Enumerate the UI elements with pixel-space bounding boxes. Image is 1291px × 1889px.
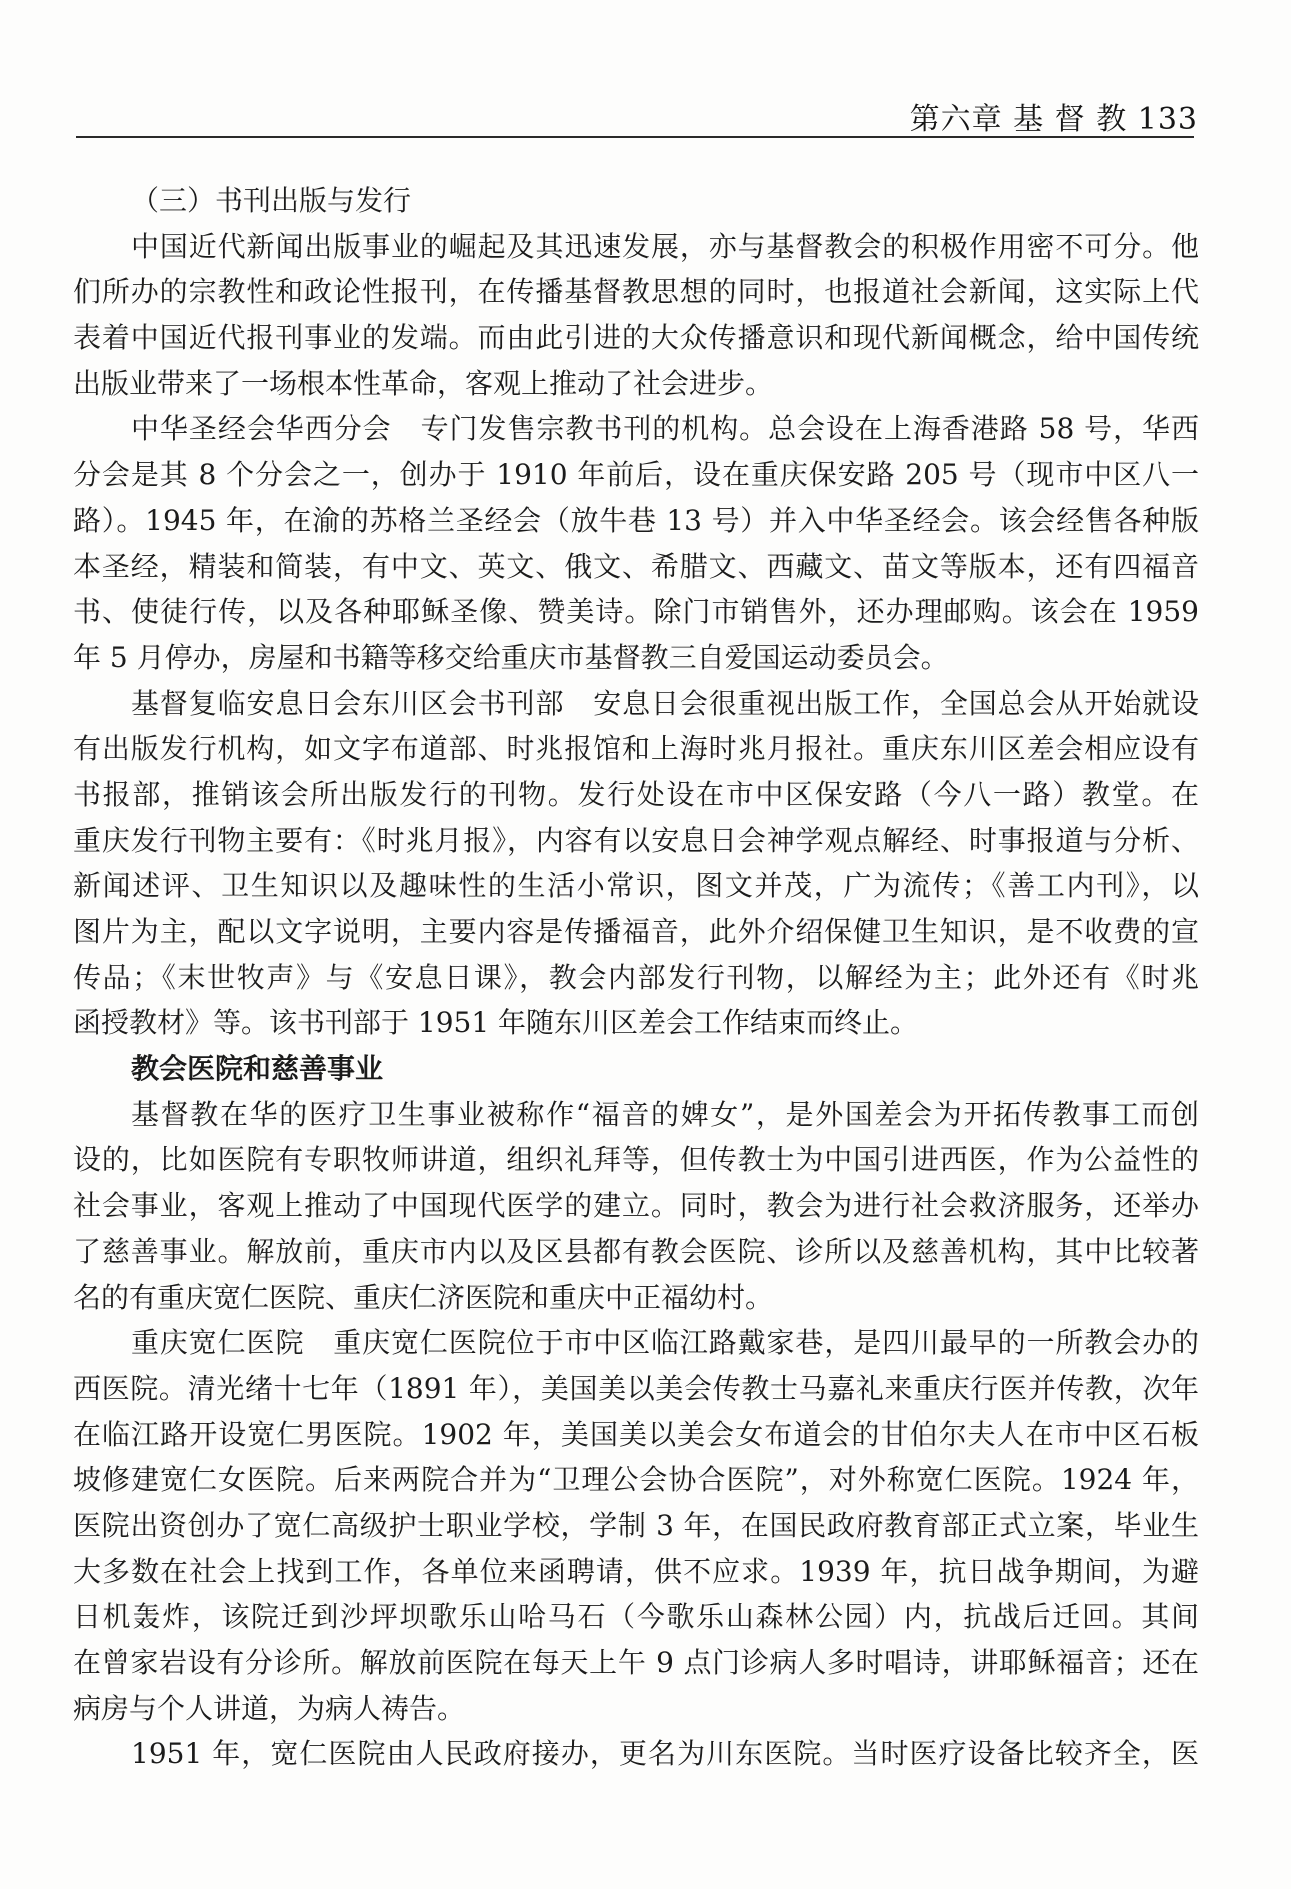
text-line: 重庆发行刊物主要有：《时兆月报》，内容有以安息日会神学观点解经、时事报道与分析、 (73, 823, 1199, 857)
text-line: 图片为主，配以文字说明，主要内容是传播福音，此外介绍保健卫生知识，是不收费的宣 (73, 915, 1199, 948)
text-line: 在临江路开设宽仁男医院。1902 年，美国美以美会女布道会的甘伯尔夫人在市中区石板 (73, 1417, 1199, 1451)
text-line: 有出版发行机构，如文字布道部、时兆报馆和上海时兆月报社。重庆东川区差会相应设有 (73, 732, 1199, 766)
text-line: 基督复临安息日会东川区会书刊部 安息日会很重视出版工作，全国总会从开始就设 (131, 686, 1199, 720)
text-line: 本圣经，精装和简装，有中文、英文、俄文、希腊文、西藏文、苗文等版本，还有四福音 (73, 549, 1199, 583)
text-line: 西医院。清光绪十七年（1891 年），美国美以美会传教士马嘉礼来重庆行医并传教，次年 (73, 1371, 1199, 1405)
text-line: 基督教在华的医疗卫生事业被称作“福音的婢女”，是外国差会为开拓传教事工而创 (131, 1097, 1199, 1131)
text-line: 1951 年，宽仁医院由人民政府接办，更名为川东医院。当时医疗设备比较齐全，医 (131, 1737, 1199, 1771)
text-line: 重庆宽仁医院 重庆宽仁医院位于市中区临江路戴家巷，是四川最早的一所教会办的 (131, 1326, 1199, 1360)
text-line: 表着中国近代报刊事业的发端。而由此引进的大众传播意识和现代新闻概念，给中国传统 (73, 321, 1199, 355)
text-line: 路）。1945 年，在渝的苏格兰圣经会（放牛巷 13 号）并入中华圣经会。该会经售各种版 (73, 503, 1199, 537)
text-line: 分会是其 8 个分会之一，创办于 1910 年前后，设在重庆保安路 205 号（现市中区八一 (73, 458, 1199, 492)
text-line: 医院出资创办了宽仁高级护士职业学校，学制 3 年，在国民政府教育部正式立案，毕业生 (73, 1508, 1199, 1542)
running-header (76, 88, 1198, 138)
body-text (73, 178, 1199, 1777)
text-line: 年 5 月停办，房屋和书籍等移交给重庆市基督教三自爱国运动委员会。 (73, 640, 949, 674)
text-line: 书、使徒行传，以及各种耶稣圣像、赞美诗。除门市销售外，还办理邮购。该会在 1959 (73, 595, 1199, 629)
section-heading: 教会医院和慈善事业 (131, 1052, 384, 1086)
text-line: 名的有重庆宽仁医院、重庆仁济医院和重庆中正福幼村。 (73, 1280, 774, 1314)
text-line: 书报部，推销该会所出版发行的刊物。发行处设在市中区保安路（今八一路）教堂。在 (73, 777, 1199, 811)
text-line: 坡修建宽仁女医院。后来两院合并为“卫理公会协合医院”，对外称宽仁医院。1924 年， (73, 1463, 1199, 1497)
text-line: 出版业带来了一场根本性革命，客观上推动了社会进步。 (73, 366, 774, 400)
text-line: 中华圣经会华西分会 专门发售宗教书刊的机构。总会设在上海香港路 58 号，华西 (131, 412, 1199, 446)
text-line: 在曾家岩设有分诊所。解放前医院在每天上午 9 点门诊病人多时唱诗，讲耶稣福音；还在 (73, 1646, 1199, 1679)
text-line: 病房与个人讲道，为病人祷告。 (73, 1691, 466, 1725)
text-line: 社会事业，客观上推动了中国现代医学的建立。同时，教会为进行社会救济服务，还举办 (73, 1189, 1199, 1223)
text-line: 传品；《末世牧声》与《安息日课》，教会内部发行刊物，以解经为主；此外还有《时兆 (73, 960, 1199, 994)
chapter-title-page-number: 第六章 基 督 教 133 (909, 102, 1198, 137)
text-line: 大多数在社会上找到工作，各单位来函聘请，供不应求。1939 年，抗日战争期间，为避 (73, 1554, 1199, 1588)
subsection-heading: （三）书刊出版与发行 (131, 184, 412, 217)
text-line: 们所办的宗教性和政论性报刊，在传播基督教思想的同时，也报道社会新闻，这实际上代 (73, 275, 1199, 309)
text-line: 中国近代新闻出版事业的崛起及其迅速发展，亦与基督教会的积极作用密不可分。他 (131, 229, 1199, 263)
text-line: 日机轰炸，该院迁到沙坪坝歌乐山哈马石（今歌乐山森林公园）内，抗战后迁回。其间 (73, 1600, 1199, 1634)
text-line: 设的，比如医院有专职牧师讲道，组织礼拜等，但传教士为中国引进西医，作为公益性的 (73, 1143, 1199, 1177)
text-line: 了慈善事业。解放前，重庆市内以及区县都有教会医院、诊所以及慈善机构，其中比较著 (73, 1234, 1199, 1268)
header-rule (76, 136, 1194, 138)
text-line: 新闻述评、卫生知识以及趣味性的生活小常识，图文并茂，广为流传；《善工内刊》，以 (73, 869, 1199, 903)
text-line: 函授教材》等。该书刊部于 1951 年随东川区差会工作结束而终止。 (73, 1006, 919, 1040)
